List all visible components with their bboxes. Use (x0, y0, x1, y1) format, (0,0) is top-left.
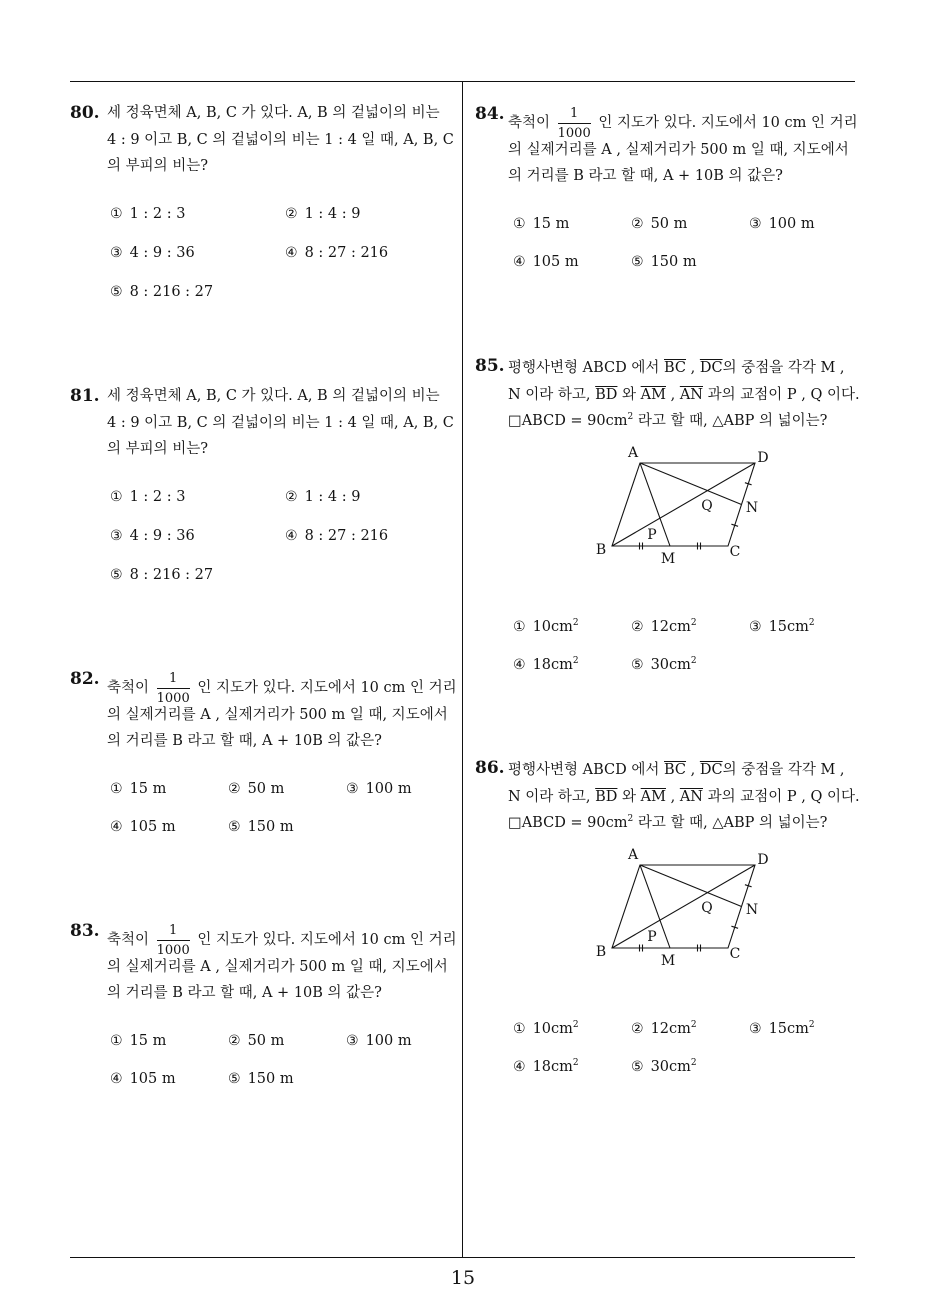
overlined-segment: $\overline{DC}$ (699, 762, 723, 778)
answer-choice (110, 478, 285, 517)
answer-choices (513, 205, 869, 281)
fraction (157, 671, 190, 706)
overlined-segment: $\overline{AN}$ (679, 788, 703, 805)
problem-text-line (508, 382, 878, 409)
overlined-segment: $\overline{AN}$ (679, 386, 703, 403)
choice-text: 15cm (768, 1021, 809, 1037)
vertex-label-b: B (595, 542, 607, 558)
text-run: 의 중점을 각각 M , (722, 360, 845, 376)
overlined-segment: $\overline{BC}$ (664, 762, 687, 778)
vertex-label-n: N (745, 500, 759, 516)
choice-text: 8 : 216 : 27 (129, 284, 214, 300)
problem-text-line (107, 728, 477, 755)
text-run: 의 실제거리를 A , 실제거리가 500 m 일 때, 지도에서 (107, 958, 448, 975)
choice-text: 50 m (650, 216, 688, 232)
choice-number: ③ (749, 216, 762, 232)
choice-number: ⑤ (228, 819, 241, 835)
superscript: 2 (690, 1058, 697, 1068)
superscript: 2 (690, 1020, 697, 1030)
vertex-label-q: Q (701, 900, 713, 916)
text-run: 의 실제거리를 A , 실제거리가 500 m 일 때, 지도에서 (508, 141, 849, 158)
answer-choice (110, 556, 285, 595)
text-run: 세 정육면체 A, B, C 가 있다. A, B 의 겉넓이의 비는 (107, 388, 440, 404)
choice-text: 4 : 9 : 36 (129, 528, 195, 544)
problem-number: 84. (475, 104, 505, 124)
problem-statement (107, 100, 477, 180)
choice-text: 105 m (129, 1071, 176, 1087)
answer-choices (513, 608, 869, 684)
answer-choices (110, 478, 462, 595)
text-run: 세 정육면체 A, B, C 가 있다. A, B 의 겉넓이의 비는 (107, 105, 440, 121)
problem-text-line (508, 355, 878, 382)
choice-text: 105 m (532, 254, 579, 270)
answer-choice (631, 1010, 749, 1048)
choice-number: ④ (110, 1071, 123, 1087)
problem-text-line (107, 436, 477, 463)
fraction (157, 923, 190, 958)
text-run: 과의 교점이 P , Q 이다. (703, 386, 860, 403)
problem-text-line (508, 408, 878, 435)
choice-number: ⑤ (110, 284, 123, 300)
answer-choice (513, 608, 631, 646)
answer-choice (749, 205, 867, 243)
choice-number: ② (285, 489, 298, 505)
answer-choice (513, 1048, 631, 1086)
text-run: 축척이 (107, 932, 154, 948)
choice-number: ④ (513, 1059, 526, 1075)
problem-text-line (107, 127, 477, 154)
choice-number: ② (631, 619, 644, 635)
problem-number: 83. (70, 921, 100, 941)
vertex-label-d: D (757, 852, 769, 868)
problem-statement (107, 383, 477, 463)
problem-text-line (107, 980, 477, 1007)
problem-number: 80. (70, 103, 100, 123)
page-number: 15 (450, 1267, 476, 1289)
text-run: 라고 할 때, △ABP 의 넓이는? (633, 413, 828, 429)
answer-choice (631, 1048, 749, 1086)
superscript: 2 (572, 1058, 579, 1068)
segment-an (640, 865, 742, 907)
answer-choice (110, 234, 285, 273)
choice-text: 150 m (650, 254, 697, 270)
text-run: 와 (617, 386, 641, 403)
choice-number: ④ (285, 528, 298, 544)
problem-text-line (107, 922, 477, 958)
answer-choice (228, 1022, 346, 1060)
choice-number: ④ (513, 254, 526, 270)
vertex-label-m: M (660, 953, 676, 969)
vertex-label-n: N (745, 902, 759, 918)
choice-number: ④ (513, 657, 526, 673)
choice-text: 15 m (129, 781, 167, 797)
choice-number: ⑤ (631, 254, 644, 270)
answer-choices (513, 1010, 869, 1086)
text-run: □ABCD = 90cm (508, 815, 628, 831)
problem-text-line (107, 702, 477, 729)
text-run: , (686, 360, 700, 376)
choice-number: ① (110, 489, 123, 505)
choice-number: ① (513, 1021, 526, 1037)
choice-text: 12cm (650, 1021, 691, 1037)
answer-choice (285, 195, 460, 234)
text-run: , (686, 762, 700, 778)
choice-number: ② (228, 1033, 241, 1049)
choice-text: 1 : 4 : 9 (304, 489, 361, 505)
choice-text: 10cm (532, 1021, 573, 1037)
text-run: , (666, 788, 680, 805)
parallelogram-figure (590, 440, 780, 570)
choice-text: 50 m (247, 1033, 285, 1049)
answer-choice (631, 646, 749, 684)
answer-choices (110, 770, 466, 846)
choice-text: 50 m (247, 781, 285, 797)
problem-81 (70, 383, 455, 583)
choice-text: 100 m (365, 781, 412, 797)
overlined-segment: $\overline{AM}$ (640, 788, 666, 805)
answer-choice (749, 608, 867, 646)
answer-choice (285, 478, 460, 517)
text-run: 와 (617, 788, 641, 805)
text-run: 의 거리를 B 라고 할 때, A + 10B 의 값은? (508, 168, 783, 184)
choice-number: ② (631, 1021, 644, 1037)
answer-choice (228, 1060, 346, 1098)
superscript: 2 (572, 1020, 579, 1030)
problem-number: 85. (475, 356, 505, 376)
choice-number: ② (631, 216, 644, 232)
answer-choice (631, 608, 749, 646)
answer-choice (346, 1022, 464, 1060)
answer-choice (513, 1010, 631, 1048)
problem-number: 82. (70, 669, 100, 689)
vertex-label-a: A (627, 445, 639, 461)
answer-choice (285, 234, 460, 273)
superscript: 2 (572, 618, 579, 628)
text-run: 평행사변형 ABCD 에서 (508, 360, 664, 376)
fraction (558, 106, 591, 141)
choice-text: 100 m (768, 216, 815, 232)
text-run: 평행사변형 ABCD 에서 (508, 762, 664, 778)
choice-number: ③ (110, 528, 123, 544)
choice-text: 30cm (650, 1059, 691, 1075)
answer-choice (110, 1060, 228, 1098)
overlined-segment: $\overline{DC}$ (699, 360, 723, 376)
text-run: 4 : 9 이고 B, C 의 겉넓이의 비는 1 : 4 일 때, A, B, C (107, 414, 454, 431)
fraction-denominator: 1000 (156, 942, 190, 958)
overlined-segment: $\overline{BC}$ (664, 360, 687, 376)
problem-statement (508, 757, 878, 837)
superscript: 2 (808, 1020, 815, 1030)
footer-rule (70, 1257, 855, 1258)
superscript: 2 (808, 618, 815, 628)
vertex-label-q: Q (701, 498, 713, 514)
problem-text-line (107, 954, 477, 981)
answer-choice (228, 770, 346, 808)
answer-choice (110, 195, 285, 234)
segment-an (640, 463, 742, 505)
fraction-numerator: 1 (558, 106, 591, 124)
text-run: 의 부피의 비는? (107, 441, 209, 457)
problem-83 (70, 921, 457, 1087)
answer-choice (110, 770, 228, 808)
answer-choice (346, 770, 464, 808)
answer-choice (513, 243, 631, 281)
answer-choice (749, 1010, 867, 1048)
choice-text: 15 m (532, 216, 570, 232)
answer-choice (110, 1022, 228, 1060)
fraction-numerator: 1 (157, 671, 190, 689)
text-run: 4 : 9 이고 B, C 의 겉넓이의 비는 1 : 4 일 때, A, B, C (107, 131, 454, 148)
text-run: N 이라 하고, (508, 788, 596, 805)
vertex-label-m: M (660, 551, 676, 567)
choice-text: 4 : 9 : 36 (129, 245, 195, 261)
answer-choice (513, 646, 631, 684)
text-run: □ABCD = 90cm (508, 413, 628, 429)
text-run: 의 부피의 비는? (107, 158, 209, 174)
superscript: 2 (690, 656, 697, 666)
superscript: 2 (627, 412, 634, 422)
problem-text-line (508, 163, 878, 190)
choice-text: 100 m (365, 1033, 412, 1049)
overlined-segment: $\overline{BD}$ (595, 788, 618, 805)
choice-text: 1 : 4 : 9 (304, 206, 361, 222)
problem-statement (107, 922, 477, 1007)
fraction-denominator: 1000 (557, 125, 591, 141)
text-run: 의 거리를 B 라고 할 때, A + 10B 의 값은? (107, 733, 382, 749)
problem-number: 81. (70, 386, 100, 406)
text-run: N 이라 하고, (508, 386, 596, 403)
choice-text: 105 m (129, 819, 176, 835)
text-run: 인 지도가 있다. 지도에서 10 cm 인 거리 (192, 932, 457, 948)
choice-text: 8 : 216 : 27 (129, 567, 214, 583)
problem-85 (475, 355, 860, 673)
choice-text: 18cm (532, 1059, 573, 1075)
text-run: , (666, 386, 680, 403)
choice-number: ① (513, 619, 526, 635)
answer-choice (228, 808, 346, 846)
choice-text: 150 m (247, 819, 294, 835)
vertex-label-a: A (627, 847, 639, 863)
choice-number: ⑤ (631, 657, 644, 673)
fraction-numerator: 1 (157, 923, 190, 941)
choice-text: 30cm (650, 657, 691, 673)
choice-text: 1 : 2 : 3 (129, 206, 186, 222)
problem-text-line (508, 810, 878, 837)
text-run: 인 지도가 있다. 지도에서 10 cm 인 거리 (192, 680, 457, 696)
answer-choice (110, 808, 228, 846)
superscript: 2 (627, 814, 634, 824)
text-run: 축척이 (508, 115, 555, 131)
answer-choice (631, 243, 749, 281)
problem-84 (475, 104, 860, 270)
choice-number: ③ (346, 781, 359, 797)
choice-number: ① (110, 1033, 123, 1049)
vertex-label-p: P (647, 929, 657, 945)
choice-text: 18cm (532, 657, 573, 673)
choice-text: 15 m (129, 1033, 167, 1049)
parallelogram-figure (590, 842, 780, 972)
choice-number: ② (228, 781, 241, 797)
problem-text-line (508, 784, 878, 811)
overlined-segment: $\overline{BD}$ (595, 386, 618, 403)
problem-text-line (107, 670, 477, 706)
choice-number: ⑤ (110, 567, 123, 583)
choice-number: ③ (110, 245, 123, 261)
problem-statement (508, 355, 878, 435)
answer-choice (285, 517, 460, 556)
answer-choice (631, 205, 749, 243)
text-run: 의 거리를 B 라고 할 때, A + 10B 의 값은? (107, 985, 382, 1001)
choice-number: ⑤ (631, 1059, 644, 1075)
superscript: 2 (690, 618, 697, 628)
problem-number: 86. (475, 758, 505, 778)
problem-80 (70, 100, 455, 300)
problem-statement (508, 105, 878, 190)
text-run: 의 실제거리를 A , 실제거리가 500 m 일 때, 지도에서 (107, 706, 448, 723)
problem-statement (107, 670, 477, 755)
text-run: 인 지도가 있다. 지도에서 10 cm 인 거리 (593, 115, 858, 131)
diagonal-bd (612, 865, 755, 948)
choice-text: 150 m (247, 1071, 294, 1087)
choice-number: ⑤ (228, 1071, 241, 1087)
problem-86 (475, 757, 860, 1075)
choice-text: 12cm (650, 619, 691, 635)
vertex-label-d: D (757, 450, 769, 466)
choice-number: ③ (346, 1033, 359, 1049)
choice-text: 8 : 27 : 216 (304, 245, 389, 261)
choice-text: 1 : 2 : 3 (129, 489, 186, 505)
choice-text: 10cm (532, 619, 573, 635)
text-run: 라고 할 때, △ABP 의 넓이는? (633, 815, 828, 831)
choice-text: 15cm (768, 619, 809, 635)
answer-choice (513, 205, 631, 243)
problem-text-line (107, 410, 477, 437)
text-run: 과의 교점이 P , Q 이다. (703, 788, 860, 805)
text-run: 의 중점을 각각 M , (722, 762, 845, 778)
problem-82 (70, 669, 457, 835)
choice-number: ① (110, 206, 123, 222)
problem-text-line (508, 137, 878, 164)
superscript: 2 (572, 656, 579, 666)
problem-text-line (107, 100, 477, 127)
vertex-label-c: C (729, 544, 741, 560)
vertex-label-b: B (595, 944, 607, 960)
vertex-label-c: C (729, 946, 741, 962)
problem-text-line (107, 383, 477, 410)
choice-number: ④ (285, 245, 298, 261)
problem-text-line (508, 757, 878, 784)
diagonal-bd (612, 463, 755, 546)
problem-text-line (508, 105, 878, 141)
answer-choices (110, 1022, 466, 1098)
overlined-segment: $\overline{AM}$ (640, 386, 666, 403)
answer-choice (110, 273, 285, 312)
problem-text-line (107, 153, 477, 180)
choice-text: 8 : 27 : 216 (304, 528, 389, 544)
choice-number: ① (110, 781, 123, 797)
choice-number: ③ (749, 1021, 762, 1037)
choice-number: ③ (749, 619, 762, 635)
answer-choice (110, 517, 285, 556)
vertex-label-p: P (647, 527, 657, 543)
choice-number: ② (285, 206, 298, 222)
choice-number: ① (513, 216, 526, 232)
choice-number: ④ (110, 819, 123, 835)
answer-choices (110, 195, 462, 312)
text-run: 축척이 (107, 680, 154, 696)
fraction-denominator: 1000 (156, 690, 190, 706)
